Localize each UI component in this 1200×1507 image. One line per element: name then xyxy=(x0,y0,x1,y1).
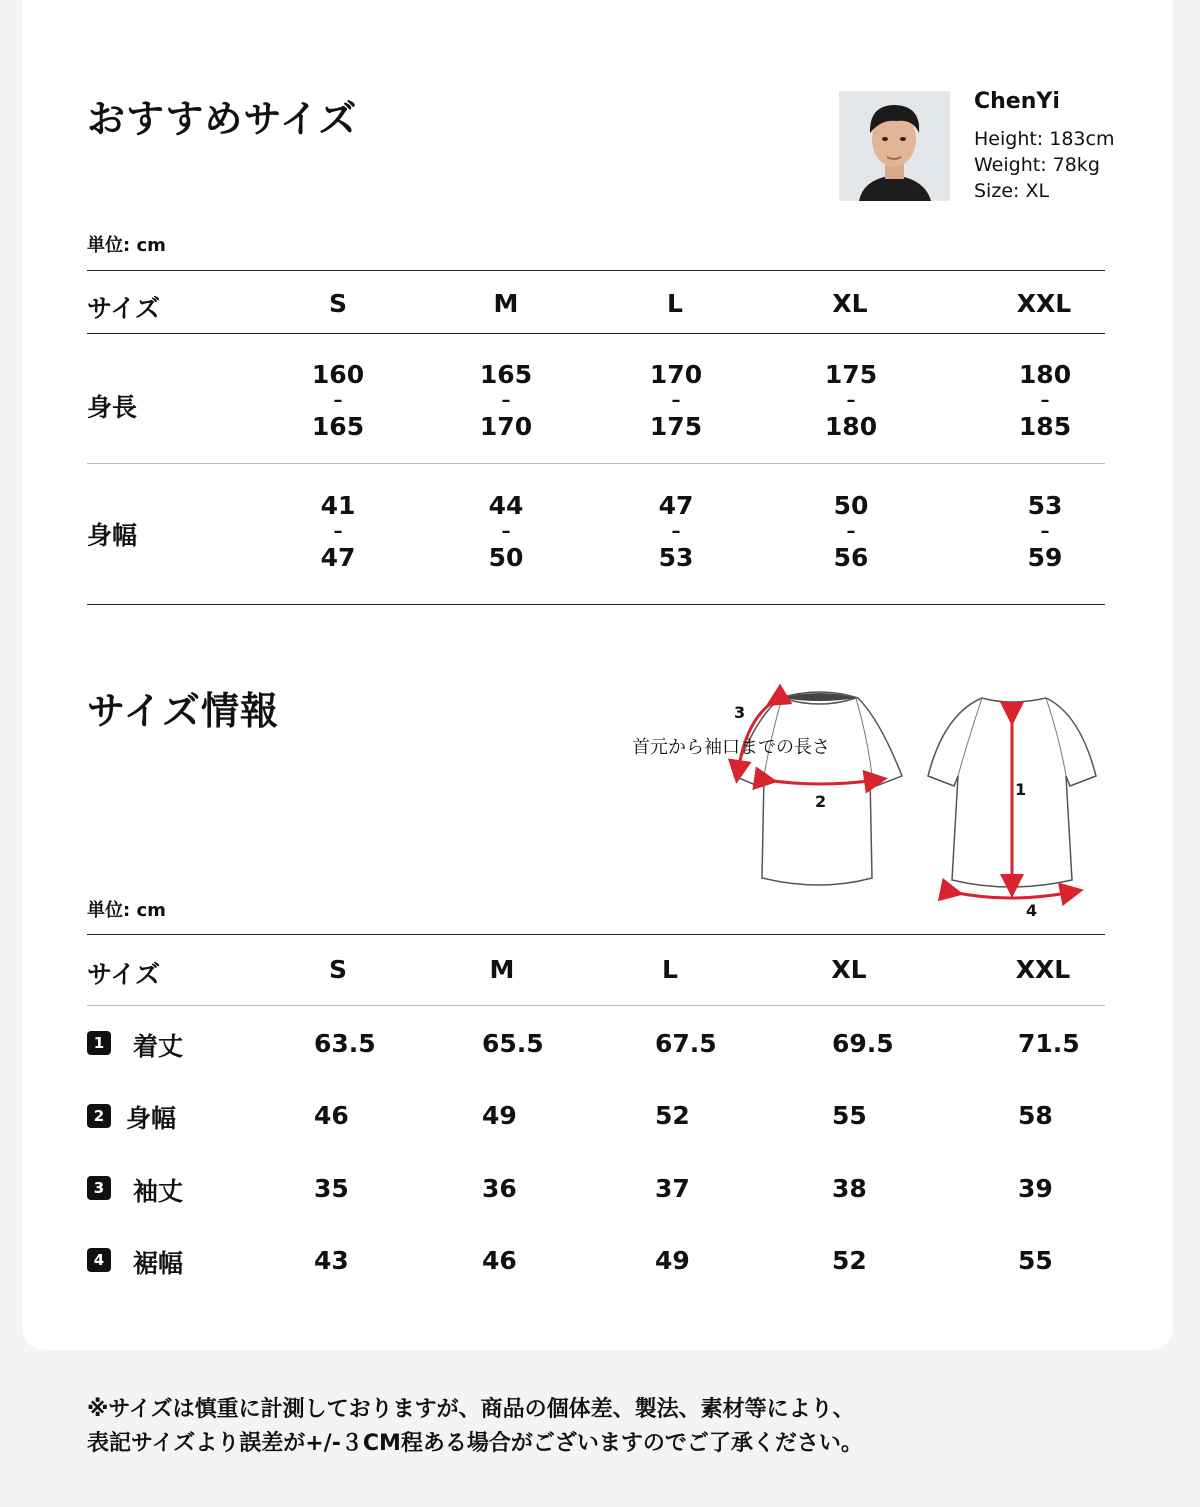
model-portrait-icon xyxy=(839,91,950,201)
diagram-label-2: 2 xyxy=(815,792,827,811)
model-name: ChenYi xyxy=(974,89,1060,114)
sleeve-xxl: 39 xyxy=(1018,1174,1053,1203)
chest-s: 46 xyxy=(314,1101,349,1130)
header-size-l: L xyxy=(662,955,678,984)
length-l: 67.5 xyxy=(655,1029,717,1058)
footer-note-line-1: ※サイズは慎重に計測しておりますが、商品の個体差、製法、素材等により、 xyxy=(87,1397,855,1422)
header-size-label: サイズ xyxy=(87,960,161,989)
header-size-label: サイズ xyxy=(87,294,161,323)
table-rule xyxy=(87,270,1105,271)
height-range-m: 165 – 170 xyxy=(479,360,533,441)
model-photo xyxy=(839,91,950,201)
height-range-s: 160 – 165 xyxy=(311,360,365,441)
sleeve-s: 35 xyxy=(314,1174,349,1203)
chest-range-m: 44 – 50 xyxy=(488,491,524,572)
row-label-chest: 身幅 xyxy=(87,521,138,550)
sizeinfo-unit: 単位: cm xyxy=(87,900,166,921)
chest-range-s: 41 – 47 xyxy=(320,491,356,572)
recommend-unit: 単位: cm xyxy=(87,235,166,256)
table-rule xyxy=(87,333,1105,334)
number-badge: 1 xyxy=(87,1031,111,1055)
hem-s: 43 xyxy=(314,1246,349,1275)
row-label-hem: 裾幅 xyxy=(133,1249,184,1278)
hem-l: 49 xyxy=(655,1246,690,1275)
header-size-xl: XL xyxy=(831,955,867,984)
model-height: Height: 183cm xyxy=(974,128,1115,150)
number-badge: 4 xyxy=(87,1248,111,1272)
sleeve-m: 36 xyxy=(482,1174,517,1203)
chest-range-l: 47 – 53 xyxy=(658,491,694,572)
row-label-sleeve: 袖丈 xyxy=(133,1177,184,1206)
table-rule xyxy=(87,463,1105,464)
hem-xxl: 55 xyxy=(1018,1246,1053,1275)
row-label-chest: 身幅 xyxy=(126,1104,177,1133)
header-size-s: S xyxy=(328,289,347,318)
header-size-xl: XL xyxy=(832,289,868,318)
sizeinfo-title: サイズ情報 xyxy=(87,689,279,733)
chest-xxl: 58 xyxy=(1018,1101,1053,1130)
garment-diagram xyxy=(720,680,1120,920)
header-size-s: S xyxy=(328,955,347,984)
tshirt-diagram-icon xyxy=(720,680,1120,920)
header-size-xxl: XXL xyxy=(1016,289,1072,318)
table-rule xyxy=(87,934,1105,935)
sleeve-note: 首元から袖口までの長さ xyxy=(632,737,830,758)
diagram-label-1: 1 xyxy=(1015,780,1027,799)
chest-xl: 55 xyxy=(832,1101,867,1130)
hem-m: 46 xyxy=(482,1246,517,1275)
table-rule xyxy=(87,1005,1105,1006)
sleeve-l: 37 xyxy=(655,1174,690,1203)
height-range-l: 170 – 175 xyxy=(649,360,703,441)
number-badge: 2 xyxy=(87,1104,111,1128)
chest-range-xl: 50 – 56 xyxy=(833,491,869,572)
height-range-xl: 175 – 180 xyxy=(824,360,878,441)
model-size: Size: XL xyxy=(974,180,1050,202)
number-badge: 3 xyxy=(87,1176,111,1200)
row-label-length: 着丈 xyxy=(133,1032,184,1061)
length-s: 63.5 xyxy=(314,1029,376,1058)
chest-range-xxl: 53 – 59 xyxy=(1027,491,1063,572)
diagram-label-4: 4 xyxy=(1026,901,1038,920)
chest-l: 52 xyxy=(655,1101,690,1130)
sleeve-xl: 38 xyxy=(832,1174,867,1203)
header-size-l: L xyxy=(667,289,683,318)
header-size-xxl: XXL xyxy=(1015,955,1071,984)
hem-xl: 52 xyxy=(832,1246,867,1275)
length-m: 65.5 xyxy=(482,1029,544,1058)
model-weight: Weight: 78kg xyxy=(974,154,1100,176)
height-range-xxl: 180 – 185 xyxy=(1018,360,1072,441)
chest-m: 49 xyxy=(482,1101,517,1130)
header-size-m: M xyxy=(489,955,515,984)
header-size-m: M xyxy=(493,289,519,318)
length-xxl: 71.5 xyxy=(1018,1029,1080,1058)
length-xl: 69.5 xyxy=(832,1029,894,1058)
recommend-title: おすすめサイズ xyxy=(87,97,358,141)
diagram-label-3: 3 xyxy=(734,703,746,722)
footer-note-line-2: 表記サイズより誤差が+/-３CM程ある場合がございますのでご了承ください。 xyxy=(87,1431,863,1456)
row-label-height: 身長 xyxy=(87,393,138,422)
table-rule xyxy=(87,604,1105,605)
